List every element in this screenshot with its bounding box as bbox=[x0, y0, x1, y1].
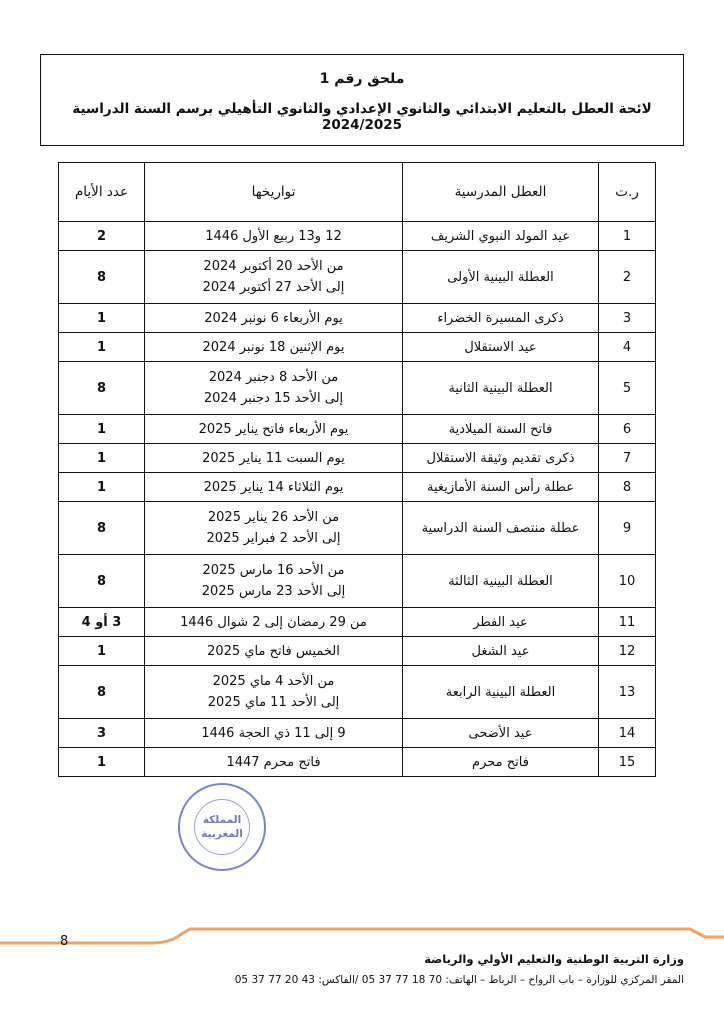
date-line-2: إلى الأحد 27 أكتوبر 2024 bbox=[202, 280, 345, 295]
holiday-dates bbox=[145, 304, 403, 333]
date-line-1: فاتح محرم 1447 bbox=[226, 754, 321, 770]
row-number: 14 bbox=[599, 719, 656, 748]
table-row bbox=[59, 444, 656, 473]
footer-ministry-name: وزارة التربية الوطنية والتعليم الأولي والرياضة bbox=[424, 952, 684, 966]
date-line-2: إلى الأحد 15 دجنبر 2024 bbox=[203, 391, 344, 406]
holiday-dates bbox=[145, 222, 403, 251]
row-number: 1 bbox=[599, 222, 656, 251]
holiday-name: فاتح محرم bbox=[403, 748, 599, 777]
holiday-dates bbox=[145, 473, 403, 502]
table-row bbox=[59, 748, 656, 777]
column-header-number: ر.ت bbox=[599, 163, 656, 222]
row-number: 11 bbox=[599, 608, 656, 637]
date-line-1: من 29 رمضان إلى 2 شوال 1446 bbox=[180, 614, 367, 630]
table-row bbox=[59, 637, 656, 666]
holiday-name: ذكرى المسيرة الخضراء bbox=[403, 304, 599, 333]
days-count: 1 bbox=[59, 444, 145, 473]
row-number: 4 bbox=[599, 333, 656, 362]
row-number: 2 bbox=[599, 251, 656, 304]
table-row bbox=[59, 608, 656, 637]
row-number: 13 bbox=[599, 666, 656, 719]
holiday-dates bbox=[145, 502, 403, 555]
table-row bbox=[59, 502, 656, 555]
row-number: 12 bbox=[599, 637, 656, 666]
row-number: 10 bbox=[599, 555, 656, 608]
holiday-name: عطلة منتصف السنة الدراسية bbox=[403, 502, 599, 555]
table-row bbox=[59, 555, 656, 608]
days-count: 3 أو 4 bbox=[59, 608, 145, 637]
holiday-dates bbox=[145, 444, 403, 473]
table-row bbox=[59, 333, 656, 362]
days-count: 8 bbox=[59, 251, 145, 304]
holiday-name: العطلة البينية الرابعة bbox=[403, 666, 599, 719]
table-row bbox=[59, 473, 656, 502]
table-row bbox=[59, 222, 656, 251]
holiday-name: العطلة البينية الثانية bbox=[403, 362, 599, 415]
holiday-dates bbox=[145, 333, 403, 362]
date-line-1: من الأحد 20 أكتوبر 2024 bbox=[203, 259, 344, 274]
date-line-1: من الأحد 4 ماي 2025 bbox=[212, 674, 335, 689]
holiday-name: عيد الفطر bbox=[403, 608, 599, 637]
date-line-2: إلى الأحد 11 ماي 2025 bbox=[207, 695, 340, 710]
document-subtitle: لائحة العطل بالتعليم الابتدائي والثانوي الإعدادي والثانوي التأهيلي برسم السنة الدراسية 2024/2025 bbox=[72, 101, 652, 133]
stamp-inner bbox=[194, 799, 250, 855]
date-line-2: إلى الأحد 2 فبراير 2025 bbox=[206, 531, 341, 546]
footer-address: المقر المركزي للوزارة – باب الرواح – الرباط – الهاتف: 70 18 77 37 05 /الفاكس: 43 20 77 37 05 bbox=[234, 974, 684, 986]
holiday-dates bbox=[145, 415, 403, 444]
table-row bbox=[59, 251, 656, 304]
date-line-1: يوم الإثنين 18 نونبر 2024 bbox=[202, 339, 345, 355]
date-line-1: يوم الأربعاء فاتح يناير 2025 bbox=[198, 421, 349, 437]
holiday-name: عيد المولد النبوي الشريف bbox=[403, 222, 599, 251]
table-body bbox=[59, 222, 656, 777]
table-row bbox=[59, 666, 656, 719]
holiday-dates bbox=[145, 362, 403, 415]
date-line-1: يوم الثلاثاء 14 يناير 2025 bbox=[203, 479, 344, 495]
holiday-dates bbox=[145, 251, 403, 304]
date-line-1: من الأحد 8 دجنبر 2024 bbox=[208, 370, 339, 385]
footer-contact bbox=[235, 952, 684, 986]
column-header-dates: تواريخها bbox=[145, 163, 403, 222]
stamp-line-1: المملكة bbox=[202, 814, 242, 826]
ministry-stamp bbox=[178, 783, 266, 871]
row-number: 6 bbox=[599, 415, 656, 444]
holiday-dates bbox=[145, 608, 403, 637]
date-line-2: إلى الأحد 23 مارس 2025 bbox=[201, 584, 346, 599]
column-header-days: عدد الأيام bbox=[59, 163, 145, 222]
holidays-table bbox=[58, 162, 656, 777]
holiday-name: العطلة البينية الأولى bbox=[403, 251, 599, 304]
document-title: ملحق رقم 1 bbox=[319, 71, 405, 87]
table-row bbox=[59, 362, 656, 415]
footer-decorative-line bbox=[0, 925, 724, 955]
date-line-1: 12 و13 ربيع الأول 1446 bbox=[205, 228, 342, 244]
table-header-row bbox=[59, 163, 656, 222]
holiday-dates bbox=[145, 748, 403, 777]
days-count: 1 bbox=[59, 473, 145, 502]
days-count: 1 bbox=[59, 304, 145, 333]
holiday-name: فاتح السنة الميلادية bbox=[403, 415, 599, 444]
row-number: 15 bbox=[599, 748, 656, 777]
holiday-name: عيد الأضحى bbox=[403, 719, 599, 748]
row-number: 5 bbox=[599, 362, 656, 415]
document-title-box bbox=[40, 54, 684, 146]
row-number: 9 bbox=[599, 502, 656, 555]
days-count: 8 bbox=[59, 502, 145, 555]
table-row bbox=[59, 304, 656, 333]
days-count: 1 bbox=[59, 637, 145, 666]
date-line-1: الخميس فاتح ماي 2025 bbox=[207, 643, 340, 659]
date-line-1: يوم السبت 11 يناير 2025 bbox=[202, 450, 345, 466]
holiday-name: عيد الشغل bbox=[403, 637, 599, 666]
column-header-holiday: العطل المدرسية bbox=[403, 163, 599, 222]
holiday-name: عيد الاستقلال bbox=[403, 333, 599, 362]
holiday-dates bbox=[145, 555, 403, 608]
holiday-dates bbox=[145, 637, 403, 666]
holiday-name: العطلة البينية الثالثة bbox=[403, 555, 599, 608]
holiday-dates bbox=[145, 719, 403, 748]
row-number: 7 bbox=[599, 444, 656, 473]
days-count: 3 bbox=[59, 719, 145, 748]
row-number: 8 bbox=[599, 473, 656, 502]
table-row bbox=[59, 719, 656, 748]
days-count: 8 bbox=[59, 555, 145, 608]
date-line-1: من الأحد 26 يناير 2025 bbox=[207, 510, 340, 525]
holiday-dates bbox=[145, 666, 403, 719]
date-line-1: يوم الأربعاء 6 نونبر 2024 bbox=[204, 310, 343, 326]
days-count: 8 bbox=[59, 666, 145, 719]
date-line-1: من الأحد 16 مارس 2025 bbox=[202, 563, 345, 578]
table-row bbox=[59, 415, 656, 444]
stamp-line-2: المغربية bbox=[201, 828, 243, 840]
holiday-name: ذكرى تقديم وثيقة الاستقلال bbox=[403, 444, 599, 473]
days-count: 2 bbox=[59, 222, 145, 251]
days-count: 1 bbox=[59, 333, 145, 362]
holiday-name: عطلة رأس السنة الأمازيغية bbox=[403, 473, 599, 502]
page-number: 8 bbox=[60, 934, 69, 949]
date-line-1: 9 إلى 11 ذي الحجة 1446 bbox=[201, 725, 346, 741]
row-number: 3 bbox=[599, 304, 656, 333]
days-count: 8 bbox=[59, 362, 145, 415]
days-count: 1 bbox=[59, 748, 145, 777]
days-count: 1 bbox=[59, 415, 145, 444]
